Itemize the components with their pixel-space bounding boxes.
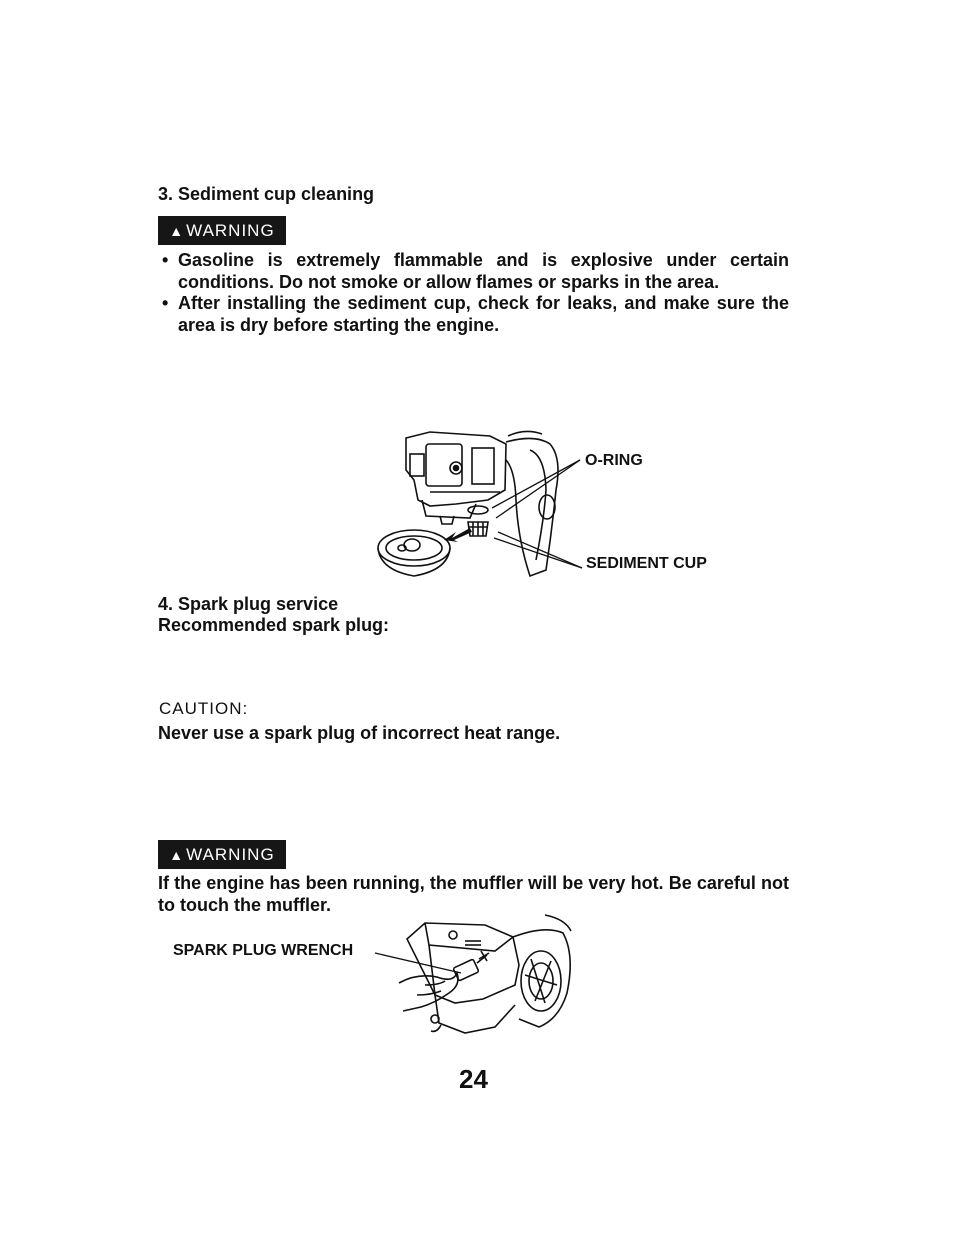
warning-label: WARNING — [186, 220, 275, 240]
warning-badge — [158, 840, 286, 869]
spark-heading: 4. Spark plug service — [158, 594, 339, 614]
page-number: 24 — [459, 1064, 488, 1094]
o-ring-label: O-RING — [585, 452, 643, 469]
warning-bullet: • Gasoline is extremely flammable and is explosive under certain conditions. Do not smoke or allow flames or sparks in the area. — [158, 250, 789, 293]
callout-leaders — [470, 450, 590, 580]
sediment-heading: 3. Sediment cup cleaning — [158, 184, 375, 204]
warning-triangle-icon: ▲ — [169, 846, 185, 863]
warning-bullet-list — [158, 250, 789, 336]
warning-bullet: • After installing the sediment cup, check for leaks, and make sure the area is dry before starting the engine. — [158, 293, 789, 336]
caution-label: CAUTION: — [159, 699, 249, 718]
sediment-cup-label: SEDIMENT CUP — [586, 555, 707, 572]
recommended-spark-plug-label: Recommended spark plug: — [158, 615, 390, 635]
warning-triangle-icon: ▲ — [169, 222, 185, 239]
muffler-warning-text: If the engine has been running, the muffler will be very hot. Be careful not to touch the muffler. — [158, 873, 789, 915]
warning-badge — [158, 216, 286, 245]
spark-plug-wrench-illustration — [395, 915, 575, 1040]
spark-plug-wrench-label: SPARK PLUG WRENCH — [173, 942, 354, 959]
caution-text: Never use a spark plug of incorrect heat range. — [158, 723, 561, 743]
warning-label: WARNING — [186, 844, 275, 864]
